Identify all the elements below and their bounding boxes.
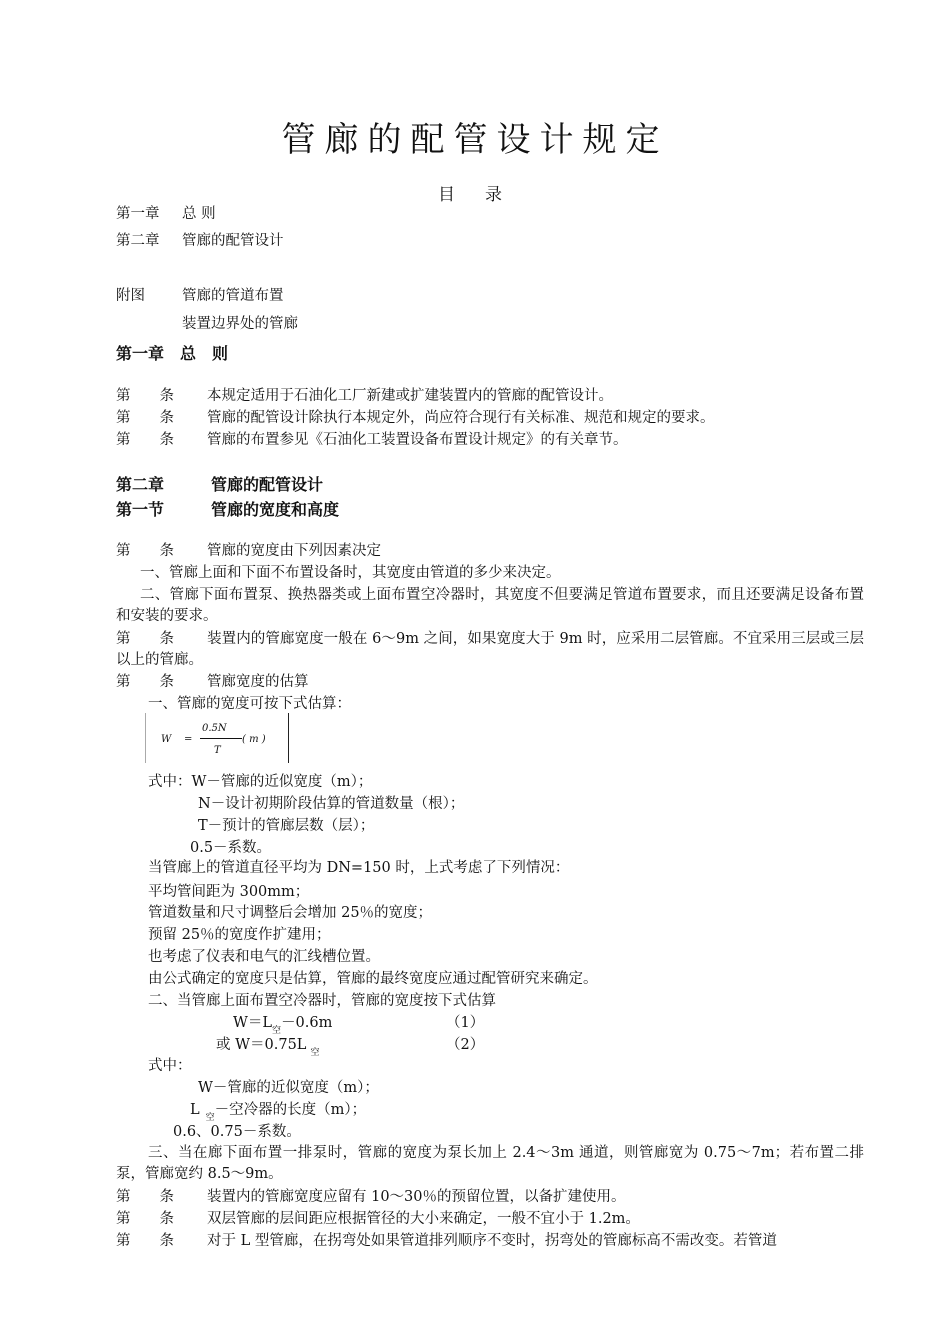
article: 第 条 装置内的管廊宽度应留有 10～30％的预留位置，以备扩建使用。 bbox=[116, 1189, 626, 1205]
article: 第 条 管廊的布置参见《石油化工装置设备布置设计规定》的有关章节。 bbox=[116, 432, 628, 448]
paragraph: 式中：W－管廊的近似宽度（m）； bbox=[148, 774, 373, 790]
paragraph: 管道数量和尺寸调整后会增加 25％的宽度； bbox=[148, 905, 433, 921]
paragraph: 预留 25％的宽度作扩建用； bbox=[148, 927, 331, 943]
equation-number: （1） bbox=[446, 1015, 485, 1031]
paragraph: 也考虑了仪表和电气的汇线槽位置。 bbox=[148, 949, 380, 965]
paragraph: W－管廊的近似宽度（m）； bbox=[198, 1080, 379, 1096]
paragraph: N－设计初期阶段估算的管道数量（根）； bbox=[198, 796, 465, 812]
toc-item: 第一章 总 则 bbox=[116, 206, 216, 222]
equation-number: （2） bbox=[446, 1037, 485, 1053]
toc-item: 装置边界处的管廊 bbox=[182, 316, 298, 332]
width-formula: W = 0.5N T ( m ) bbox=[145, 713, 289, 763]
paragraph: 0.5－系数。 bbox=[190, 840, 272, 856]
toc-item: 第二章 管廊的配管设计 bbox=[116, 233, 284, 249]
fraction-line bbox=[200, 738, 242, 739]
paragraph: 0.6、0.75－系数。 bbox=[173, 1124, 301, 1140]
toc-item: 附图 管廊的管道布置 bbox=[116, 288, 284, 304]
chapter-heading: 第一章 总 则 bbox=[116, 344, 229, 363]
paragraph: 二、当管廊上面布置空冷器时，管廊的宽度按下式估算 bbox=[148, 993, 496, 1009]
paragraph: L $_空$－空冷器的长度（m）； bbox=[190, 1102, 367, 1123]
paragraph: 一、管廊的宽度可按下式估算： bbox=[148, 696, 351, 712]
toc-heading: 目录 bbox=[438, 185, 532, 205]
paragraph: 平均管间距为 300mm； bbox=[148, 884, 310, 900]
article: 第 条 管廊的宽度由下列因素决定 bbox=[116, 543, 381, 559]
paragraph: 由公式确定的宽度只是估算，管廊的最终宽度应通过配管研究来确定。 bbox=[148, 971, 598, 987]
paragraph: 当管廊上的管道直径平均为 DN=150 时，上式考虑了下列情况： bbox=[148, 860, 570, 876]
article: 第 条 管廊的配管设计除执行本规定外，尚应符合现行有关标准、规范和规定的要求。 bbox=[116, 410, 715, 426]
article: 第 条 管廊宽度的估算 bbox=[116, 674, 309, 690]
chapter-heading: 第二章 管廊的配管设计 bbox=[116, 475, 324, 494]
paragraph: 式中： bbox=[148, 1058, 192, 1074]
paragraph: 二、管廊下面布置泵、换热器类或上面布置空冷器时，其宽度不但要满足管道布置要求，而且还要满足设备布置和安装的要求。 bbox=[116, 587, 864, 624]
article: 第 条 本规定适用于石油化工厂新建或扩建装置内的管廊的配管设计。 bbox=[116, 388, 613, 404]
paragraph: 三、当在廊下面布置一排泵时，管廊的宽度为泵长加上 2.4～3m 通道，则管廊宽为 0.75～7m；若布置二排泵，管廊宽约 8.5～9m。 bbox=[116, 1145, 864, 1182]
paragraph: T－预计的管廊层数（层）； bbox=[198, 818, 375, 834]
article: 第 条 双层管廊的层间距应根据管径的大小来确定，一般不宜小于 1.2m。 bbox=[116, 1211, 640, 1227]
article: 第 条 对于 L 型管廊，在拐弯处如果管道排列顺序不变时，拐弯处的管廊标高不需改变。若管道 bbox=[116, 1233, 777, 1249]
article: 第 条 装置内的管廊宽度一般在 6～9m 之间，如果宽度大于 9m 时，应采用二层管廊。不宜采用三层或三层以上的管廊。 bbox=[116, 631, 864, 668]
equation-2: 或 W＝0.75L $_空$ bbox=[216, 1037, 320, 1058]
document-title: 管廊的配管设计规定 bbox=[281, 120, 669, 160]
equation-1: $W=L_空-0.6m$ bbox=[233, 1015, 333, 1036]
paragraph: 一、管廊上面和下面不布置设备时，其宽度由管道的多少来决定。 bbox=[140, 565, 561, 581]
section-heading: 第一节 管廊的宽度和高度 bbox=[116, 500, 340, 519]
